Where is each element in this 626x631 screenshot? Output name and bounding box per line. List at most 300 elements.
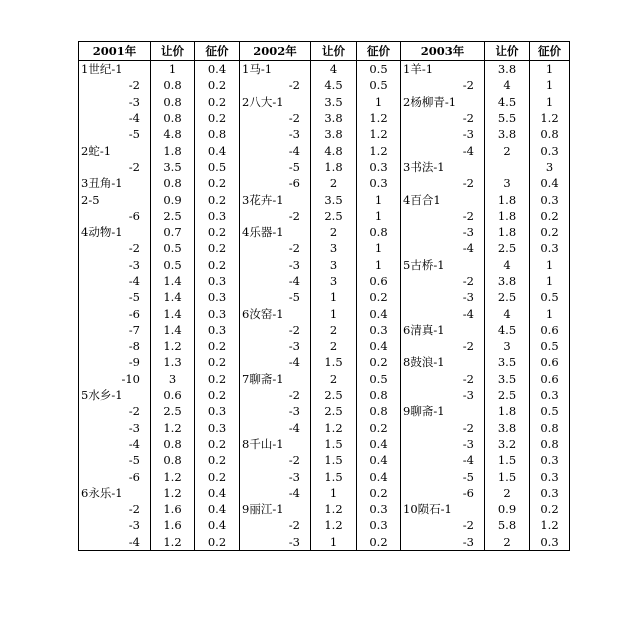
cell-bid-2002: 1.2 [357,142,401,158]
table-row [79,61,570,78]
cell-offer-2001: 1.4 [151,273,195,289]
cell-item-2003: -2 [401,175,485,191]
cell-item-2001: -6 [79,208,151,224]
cell-bid-2003: 0.3 [530,191,570,207]
cell-item-2003: -4 [401,142,485,158]
cell-item-2001: -4 [79,534,151,551]
cell-offer-2002: 3.8 [311,126,357,142]
cell-bid-2003: 0.6 [530,354,570,370]
cell-item-2003: 3书法-1 [401,159,485,175]
cell-offer-2002: 3 [311,240,357,256]
cell-offer-2002: 1.2 [311,501,357,517]
cell-offer-2003: 4.5 [485,322,530,338]
cell-item-2002: -3 [240,338,311,354]
cell-bid-2003: 1.2 [530,517,570,533]
cell-offer-2002: 3.5 [311,94,357,110]
table-row [79,110,570,126]
cell-offer-2003: 2.5 [485,289,530,305]
cell-bid-2001: 0.2 [195,436,240,452]
cell-item-2003: -4 [401,240,485,256]
cell-offer-2003: 3.8 [485,420,530,436]
cell-offer-2001: 1.4 [151,289,195,305]
cell-item-2002: 9丽江-1 [240,501,311,517]
cell-bid-2002: 1.2 [357,126,401,142]
cell-bid-2002: 0.4 [357,468,401,484]
cell-offer-2003: 0.9 [485,501,530,517]
cell-bid-2003: 1 [530,305,570,321]
cell-bid-2003: 0.8 [530,420,570,436]
cell-bid-2003: 3 [530,159,570,175]
cell-bid-2003: 1 [530,273,570,289]
cell-item-2001: -3 [79,420,151,436]
cell-offer-2003: 2 [485,142,530,158]
cell-offer-2001: 2.5 [151,208,195,224]
cell-bid-2002: 0.3 [357,159,401,175]
header-year-2002: 2002年 [240,42,311,61]
cell-bid-2002: 0.2 [357,534,401,551]
table-body [79,61,570,551]
cell-bid-2001: 0.2 [195,468,240,484]
cell-bid-2002: 1 [357,257,401,273]
cell-offer-2003: 3.2 [485,436,530,452]
cell-offer-2002: 2 [311,175,357,191]
cell-bid-2001: 0.4 [195,517,240,533]
cell-offer-2001: 1.2 [151,420,195,436]
cell-item-2002: -5 [240,159,311,175]
cell-item-2002: 7聊斋-1 [240,371,311,387]
cell-item-2002: -2 [240,208,311,224]
table-row [79,289,570,305]
header-offer-price-2002: 让价 [311,42,357,61]
cell-offer-2001: 1.2 [151,534,195,551]
cell-bid-2001: 0.2 [195,534,240,551]
cell-offer-2002: 1.5 [311,452,357,468]
price-table [78,41,570,551]
cell-offer-2001: 1.8 [151,142,195,158]
cell-bid-2003: 0.3 [530,142,570,158]
cell-item-2003: -2 [401,273,485,289]
cell-offer-2001: 0.8 [151,436,195,452]
cell-offer-2003: 2.5 [485,387,530,403]
cell-offer-2003: 1.8 [485,191,530,207]
cell-bid-2002: 0.3 [357,501,401,517]
cell-item-2003: 1羊-1 [401,61,485,78]
cell-bid-2001: 0.8 [195,126,240,142]
cell-bid-2002: 0.3 [357,175,401,191]
cell-item-2002: -4 [240,273,311,289]
cell-offer-2003: 3 [485,338,530,354]
cell-item-2003: -3 [401,436,485,452]
cell-offer-2001: 1.6 [151,517,195,533]
header-bid-price-2001: 征价 [195,42,240,61]
cell-bid-2003: 0.2 [530,208,570,224]
cell-item-2003: -2 [401,517,485,533]
cell-bid-2002: 0.4 [357,338,401,354]
cell-item-2002: 8千山-1 [240,436,311,452]
cell-bid-2003: 0.3 [530,240,570,256]
cell-item-2003: -2 [401,77,485,93]
cell-bid-2002: 0.2 [357,354,401,370]
table-row [79,191,570,207]
table-row [79,159,570,175]
table-row [79,436,570,452]
cell-item-2002: -2 [240,517,311,533]
cell-bid-2003: 1.2 [530,110,570,126]
table-row [79,126,570,142]
cell-item-2001: 1世纪-1 [79,61,151,78]
cell-bid-2001: 0.4 [195,142,240,158]
header-bid-price-2002: 征价 [357,42,401,61]
cell-item-2002: -3 [240,468,311,484]
cell-item-2002: -2 [240,110,311,126]
table-row [79,77,570,93]
table-row [79,501,570,517]
cell-bid-2003: 0.2 [530,224,570,240]
table-row [79,224,570,240]
cell-offer-2001: 1.4 [151,305,195,321]
cell-offer-2002: 4 [311,61,357,78]
cell-bid-2003: 0.6 [530,371,570,387]
cell-item-2001: -6 [79,468,151,484]
cell-item-2002: 3花卉-1 [240,191,311,207]
cell-bid-2003: 0.3 [530,387,570,403]
cell-item-2003: -3 [401,126,485,142]
cell-item-2001: -2 [79,501,151,517]
cell-item-2003: 2杨柳青-1 [401,94,485,110]
cell-item-2002: -2 [240,322,311,338]
cell-item-2002: -3 [240,534,311,551]
cell-bid-2001: 0.2 [195,110,240,126]
cell-bid-2002: 0.3 [357,322,401,338]
cell-bid-2003: 1 [530,77,570,93]
cell-offer-2002: 2.5 [311,208,357,224]
cell-offer-2001: 0.5 [151,240,195,256]
cell-offer-2003: 5.8 [485,517,530,533]
cell-offer-2001: 3 [151,371,195,387]
cell-offer-2002: 4.5 [311,77,357,93]
cell-offer-2002: 1.2 [311,517,357,533]
cell-bid-2003: 1 [530,94,570,110]
cell-item-2002: -3 [240,126,311,142]
table-row [79,534,570,551]
cell-offer-2003: 1.8 [485,224,530,240]
cell-item-2002: 4乐器-1 [240,224,311,240]
cell-item-2002: -4 [240,485,311,501]
cell-offer-2003: 3.5 [485,354,530,370]
cell-item-2003: -4 [401,305,485,321]
table-row [79,240,570,256]
cell-offer-2002: 2 [311,322,357,338]
cell-offer-2002: 1.8 [311,159,357,175]
cell-bid-2003: 0.3 [530,452,570,468]
cell-item-2002: 1马-1 [240,61,311,78]
cell-offer-2002: 2 [311,224,357,240]
header-year-2003: 2003年 [401,42,485,61]
cell-offer-2001: 4.8 [151,126,195,142]
cell-bid-2001: 0.2 [195,94,240,110]
cell-bid-2003: 0.8 [530,436,570,452]
cell-item-2001: -4 [79,273,151,289]
cell-bid-2003: 1 [530,257,570,273]
cell-item-2001: 6永乐-1 [79,485,151,501]
cell-offer-2003: 1.8 [485,208,530,224]
cell-bid-2001: 0.2 [195,452,240,468]
cell-item-2003: 10陨石-1 [401,501,485,517]
cell-bid-2002: 0.5 [357,61,401,78]
cell-item-2002: -5 [240,289,311,305]
table-row [79,273,570,289]
table-row [79,305,570,321]
cell-item-2003: 9聊斋-1 [401,403,485,419]
cell-item-2002: 6汝窑-1 [240,305,311,321]
cell-item-2003: -3 [401,534,485,551]
cell-bid-2001: 0.4 [195,485,240,501]
cell-item-2003: -4 [401,452,485,468]
cell-offer-2001: 0.8 [151,94,195,110]
cell-item-2001: -5 [79,289,151,305]
cell-offer-2003: 2.5 [485,240,530,256]
cell-bid-2001: 0.2 [195,224,240,240]
cell-item-2003: -3 [401,289,485,305]
cell-bid-2002: 0.8 [357,224,401,240]
cell-item-2002: -4 [240,354,311,370]
cell-bid-2001: 0.2 [195,354,240,370]
cell-bid-2002: 0.4 [357,436,401,452]
cell-offer-2003: 4 [485,257,530,273]
header-offer-price-2003: 让价 [485,42,530,61]
cell-offer-2003: 4.5 [485,94,530,110]
cell-bid-2002: 1.2 [357,110,401,126]
cell-offer-2003: 1.5 [485,452,530,468]
cell-item-2003: -2 [401,338,485,354]
cell-item-2002: -6 [240,175,311,191]
header-row [79,42,570,61]
table-row [79,468,570,484]
cell-offer-2001: 1.3 [151,354,195,370]
table-row [79,142,570,158]
cell-offer-2001: 0.8 [151,110,195,126]
cell-offer-2002: 1 [311,534,357,551]
cell-offer-2001: 0.8 [151,452,195,468]
cell-bid-2001: 0.2 [195,371,240,387]
cell-bid-2002: 0.5 [357,371,401,387]
cell-bid-2001: 0.2 [195,338,240,354]
table-row [79,403,570,419]
cell-item-2001: -5 [79,452,151,468]
table-row [79,354,570,370]
cell-offer-2001: 1.2 [151,485,195,501]
cell-offer-2002: 2 [311,338,357,354]
cell-bid-2001: 0.3 [195,305,240,321]
cell-bid-2003: 0.5 [530,403,570,419]
cell-offer-2002: 2.5 [311,403,357,419]
cell-item-2001: -3 [79,94,151,110]
cell-offer-2003: 3.8 [485,126,530,142]
table-row [79,452,570,468]
table-row [79,485,570,501]
cell-item-2003: -3 [401,224,485,240]
cell-offer-2001: 1 [151,61,195,78]
table-row [79,94,570,110]
cell-offer-2003: 4 [485,305,530,321]
cell-bid-2002: 0.5 [357,77,401,93]
cell-bid-2001: 0.2 [195,387,240,403]
cell-bid-2002: 0.4 [357,305,401,321]
cell-item-2003: -2 [401,208,485,224]
cell-bid-2003: 0.3 [530,534,570,551]
table-row [79,338,570,354]
cell-item-2003: 4百合1 [401,191,485,207]
cell-item-2001: -3 [79,517,151,533]
cell-bid-2003: 0.5 [530,289,570,305]
cell-item-2002: 2八大-1 [240,94,311,110]
cell-bid-2003: 0.5 [530,338,570,354]
cell-bid-2002: 0.3 [357,517,401,533]
cell-item-2002: -4 [240,142,311,158]
cell-bid-2001: 0.2 [195,175,240,191]
cell-bid-2001: 0.2 [195,191,240,207]
cell-offer-2002: 2 [311,371,357,387]
header-bid-price-2003: 征价 [530,42,570,61]
cell-offer-2003: 2 [485,534,530,551]
cell-item-2001: 3丑角-1 [79,175,151,191]
cell-item-2001: -2 [79,403,151,419]
cell-item-2003: 8鼓浪-1 [401,354,485,370]
cell-bid-2001: 0.5 [195,159,240,175]
cell-offer-2002: 3 [311,257,357,273]
cell-bid-2003: 0.8 [530,126,570,142]
cell-offer-2001: 0.7 [151,224,195,240]
cell-item-2001: -5 [79,126,151,142]
cell-offer-2002: 1.5 [311,354,357,370]
cell-offer-2003: 2 [485,485,530,501]
cell-offer-2001: 0.6 [151,387,195,403]
cell-offer-2003: 3.8 [485,273,530,289]
cell-offer-2003: 5.5 [485,110,530,126]
cell-bid-2001: 0.4 [195,61,240,78]
cell-bid-2003: 0.2 [530,501,570,517]
cell-offer-2003: 4 [485,77,530,93]
cell-bid-2001: 0.2 [195,257,240,273]
cell-bid-2003: 1 [530,61,570,78]
cell-item-2001: -10 [79,371,151,387]
cell-bid-2001: 0.3 [195,322,240,338]
cell-offer-2003: 3.5 [485,371,530,387]
table-row [79,371,570,387]
cell-item-2001: 4动物-1 [79,224,151,240]
cell-item-2001: -2 [79,77,151,93]
cell-item-2002: -2 [240,452,311,468]
table-row [79,387,570,403]
cell-offer-2001: 0.8 [151,175,195,191]
cell-offer-2003 [485,159,530,175]
cell-offer-2002: 3 [311,273,357,289]
cell-offer-2002: 1 [311,289,357,305]
cell-bid-2002: 0.2 [357,289,401,305]
cell-item-2003: 6清真-1 [401,322,485,338]
cell-item-2001: -6 [79,305,151,321]
cell-item-2002: -3 [240,403,311,419]
cell-offer-2002: 3.8 [311,110,357,126]
cell-offer-2001: 0.9 [151,191,195,207]
cell-item-2003: 5古桥-1 [401,257,485,273]
cell-item-2003: -6 [401,485,485,501]
cell-item-2001: 2-5 [79,191,151,207]
header-offer-price-2001: 让价 [151,42,195,61]
cell-item-2001: 5水乡-1 [79,387,151,403]
cell-offer-2001: 1.2 [151,338,195,354]
cell-bid-2003: 0.4 [530,175,570,191]
cell-item-2002: -2 [240,77,311,93]
cell-item-2001: -2 [79,159,151,175]
cell-offer-2001: 1.2 [151,468,195,484]
cell-bid-2002: 1 [357,208,401,224]
cell-bid-2002: 0.8 [357,403,401,419]
cell-item-2001: -4 [79,436,151,452]
cell-item-2002: -3 [240,257,311,273]
cell-bid-2001: 0.3 [195,289,240,305]
cell-offer-2002: 1.5 [311,468,357,484]
cell-bid-2003: 0.3 [530,485,570,501]
cell-bid-2002: 0.8 [357,387,401,403]
cell-item-2002: -2 [240,387,311,403]
cell-offer-2003: 1.5 [485,468,530,484]
cell-item-2002: -4 [240,420,311,436]
cell-offer-2003: 3.8 [485,61,530,78]
cell-bid-2001: 0.2 [195,240,240,256]
cell-item-2003: -2 [401,420,485,436]
cell-offer-2001: 0.8 [151,77,195,93]
cell-bid-2002: 1 [357,240,401,256]
cell-bid-2001: 0.3 [195,403,240,419]
cell-bid-2002: 0.6 [357,273,401,289]
cell-bid-2001: 0.4 [195,501,240,517]
cell-bid-2002: 0.4 [357,452,401,468]
cell-offer-2002: 1.5 [311,436,357,452]
cell-offer-2002: 3.5 [311,191,357,207]
cell-item-2003: -5 [401,468,485,484]
cell-item-2001: 2蛇-1 [79,142,151,158]
cell-offer-2001: 1.4 [151,322,195,338]
table-row [79,208,570,224]
cell-item-2001: -8 [79,338,151,354]
cell-item-2001: -2 [79,240,151,256]
table-row [79,420,570,436]
cell-offer-2002: 1 [311,305,357,321]
cell-bid-2003: 0.3 [530,468,570,484]
cell-offer-2001: 3.5 [151,159,195,175]
header-year-2001: 2001年 [79,42,151,61]
cell-offer-2001: 0.5 [151,257,195,273]
cell-offer-2003: 3 [485,175,530,191]
cell-bid-2002: 1 [357,191,401,207]
cell-bid-2002: 0.2 [357,420,401,436]
cell-item-2001: -7 [79,322,151,338]
cell-offer-2002: 1 [311,485,357,501]
cell-item-2002: -2 [240,240,311,256]
table-row [79,257,570,273]
cell-offer-2002: 4.8 [311,142,357,158]
cell-offer-2001: 2.5 [151,403,195,419]
cell-bid-2002: 0.2 [357,485,401,501]
cell-bid-2001: 0.2 [195,77,240,93]
cell-item-2003: -2 [401,371,485,387]
cell-bid-2003: 0.6 [530,322,570,338]
cell-item-2001: -4 [79,110,151,126]
cell-item-2001: -3 [79,257,151,273]
cell-item-2003: -3 [401,387,485,403]
cell-bid-2001: 0.3 [195,208,240,224]
